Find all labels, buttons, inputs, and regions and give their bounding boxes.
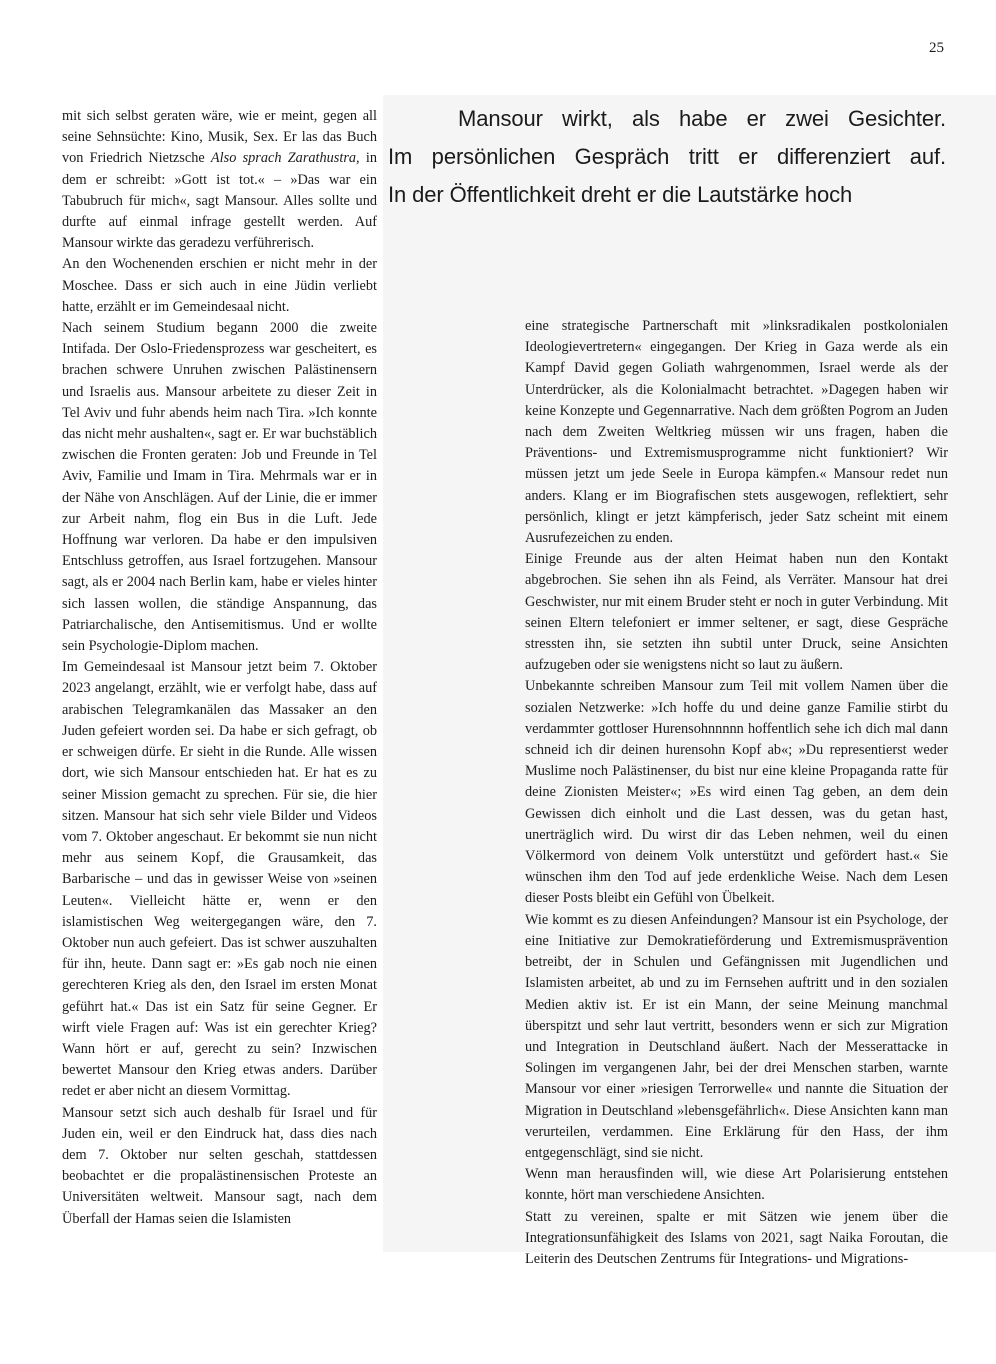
body-paragraph — [62, 106, 377, 254]
pull-quote-line-3: In der Öffentlichkeit dreht er die Lautstärke hoch — [388, 182, 853, 207]
body-paragraph: eine strategische Partnerschaft mit »linksradikalen postkolonialen Ideologievertretern« eingegangen. Der Krieg in Gaza werde als ein Kampf David gegen Goliath wahrgenommen, Israel werde als der Unterdrücker, als die Kolonialmacht betrachtet. »Dagegen haben wir keine Konzepte und Gegennarrative. Nach dem größten Pogrom an Juden nach dem Zweiten Weltkrieg müssen wir uns fragen, haben die Präventions- und Extremismusprogramme nicht funktioniert? Wir müssen jetzt um jede Seele in Europa kämpfen.« Mansour redet nun anders. Klang er im Biografischen stets ausgewogen, reflektiert, sehr persönlich, klingt er jetzt kämpferisch, jeder Satz scheint mit einem Ausrufezeichen zu enden. — [525, 318, 948, 547]
pull-quote-line-1: Mansour wirkt, als habe er zwei Gesichter. — [458, 106, 946, 131]
left-text-column — [62, 106, 377, 1230]
body-paragraph: Statt zu vereinen, spalte er mit Sätzen wie jenem über die Integrationsunfähigkeit des Islams von 2021, sagt Naika Foroutan, die Leiterin des Deutschen Zentrums für Integrations- und Migrations- — [525, 1208, 948, 1267]
paragraph-text: in dem er schreibt: »Gott ist tot.« – »Das war ein Tabubruch für mich«, sagt Mansour. Alles sollte und durfte auf einmal infrage gestellt werden. Auf Mansour wirkte das geradezu verführerisch. — [62, 150, 377, 252]
book-title-italic: Also sprach Zarathustra, — [210, 150, 360, 167]
body-paragraph: Mansour setzt sich auch deshalb für Israel und für Juden ein, weil er den Eindruck hat, dass dies nach dem 7. Oktober nur selten geschah, stattdessen beobachtet er die propalästinensischen Proteste an Universitäten weltweit. Mansour sagt, nach dem Überfall der Hamas seien die Islamisten — [62, 1104, 377, 1227]
body-paragraph: Unbekannte schreiben Mansour zum Teil mit vollem Namen über die sozialen Netzwerke: »Ich hoffe du und deine ganze Familie stirbt du verdammter gottloser Hurensohnnnnn hoffentlich sehe ich dich mal dann schneid ich dir deinen hurensohn Kopf ab«; »Du representierst weder Muslime noch Palästinenser, du bist nur eine kleine Propaganda ratte für deine Zionisten Meister«; »Es wird einen Tag geben, an dem dein Gewissen dich einholt und die Last dessen, was du getan hast, unerträglich wird. Du wirst dir das Leben nehmen, weil du einen Völkermord von deinem Volk unterstützt und gefördert hast.« Sie wünschen ihm den Tod auf jede erdenkliche Weise. Nach dem Lesen dieser Posts bleibt ein Gefühl von Übelkeit. — [525, 678, 948, 907]
body-paragraph: An den Wochenenden erschien er nicht mehr in der Moschee. Dass er sich auch in eine Jüdin verliebt hatte, erzählt er im Gemeindesaal nicht. — [62, 256, 377, 315]
right-text-column — [525, 316, 948, 1270]
body-paragraph: Einige Freunde aus der alten Heimat haben nun den Kontakt abgebrochen. Sie sehen ihn als Feind, als Verräter. Mansour hat drei Geschwister, nur mit einem Bruder steht er noch in guter Verbindung. Mit seinen Eltern telefoniert er immer seltener, er sagt, diese Gespräche stressten ihn, sie setzten ihn subtil unter Druck, seine Ansichten aufzugeben oder sie wenigstens nicht so laut zu äußern. — [525, 551, 948, 674]
body-paragraph: Nach seinem Studium begann 2000 die zweite Intifada. Der Oslo-Friedensprozess war gescheitert, es brachen schwere Unruhen zwischen Palästinensern und Israelis aus. Mansour arbeitete zu dieser Zeit in Tel Aviv und fuhr abends heim nach Tira. »Ich konnte das nicht mehr aushalten«, sagt er. Er war buchstäblich zwischen die Fronten geraten: Job und Freunde in Tel Aviv, Familie und Imam in Tira. Mehrmals war er in der Nähe von Anschlägen. Auf der Linie, die er immer zur Arbeit nahm, flog ein Bus in die Luft. Jede Hoffnung war verloren. Da habe er den impulsiven Entschluss getroffen, aus Israel fortzugehen. Mansour sagt, als er 2004 nach Berlin kam, habe er vieles hinter sich lassen wollen, die ständige Anspannung, das Patriarchalische, den Antisemitismus. Und er wollte sein Psychologie-Diplom machen. — [62, 320, 377, 655]
body-paragraph: Wie kommt es zu diesen Anfeindungen? Mansour ist ein Psychologe, der eine Initiative zur Demokratieförderung und Extremismusprävention betreibt, der in Schulen und Gefängnissen mit Jugendlichen und Islamisten arbeitet, ab und zu im Fernsehen auftritt und in den sozialen Medien aktiv ist. Er ist ein Mann, der seine Meinung manchmal überspitzt und sehr laut vertritt, besonders wenn er sich zur Migration und Integration in Deutschland äußert. Nach der Messerattacke in Solingen im vergangenen Jahr, bei der drei Menschen starben, warnte Mansour vor einer »riesigen Terrorwelle« und nannte die Situation der Migration in Deutschland »lebensgefährlich«. Diese Ansichten kann man verurteilen, verdammen. Eine Erklärung für den Hass, der ihm entgegenschlägt, sind sie nicht. — [525, 911, 948, 1161]
body-paragraph: Wenn man herausfinden will, wie diese Art Polarisierung entstehen konnte, hört man verschiedene Ansichten. — [525, 1166, 948, 1204]
page-number: 25 — [929, 40, 944, 56]
pull-quote-line-2: Im persönlichen Gespräch tritt er differenziert auf. — [388, 144, 946, 169]
body-paragraph: Im Gemeindesaal ist Mansour jetzt beim 7. Oktober 2023 angelangt, erzählt, wie er verfolgt habe, dass auf arabischen Telegramkanälen das Massaker an den Juden gefeiert worden sei. Da habe er sich gefragt, ob er schweigen dürfe. Er sieht in die Runde. Alle wissen dort, wie sich Mansour entschieden hat. Er hat es zu seiner Mission gemacht zu sprechen. Für sie, die hier sitzen. Mansour hat sich sehr viele Bilder und Videos vom 7. Oktober angeschaut. Er bekommt sie nun nicht mehr aus seinem Kopf, die Grausamkeit, das Barbarische – und das in gewisser Weise von »seinen Leuten«. Vielleicht hätte er, wenn er den islamistischen Weg weitergegangen wäre, den 7. Oktober nun auch gefeiert. Das ist schwer auszuhalten für ihn, heute. Dann sagt er: »Es gab noch nie einen gerechteren Krieg als den, den Israel im ersten Monat geführt hat.« Das ist ein Satz für seine Gegner. Er wirft viele Fragen auf: Was ist ein gerechter Krieg? Wann hört er auf, gerecht zu sein? Inzwischen bewertet Mansour den Krieg etwas anders. Darüber redet er aber nicht an diesem Vormittag. — [62, 659, 377, 1100]
paragraph-text: mit sich selbst geraten wäre, wie er meint, gegen all seine Sehnsüchte: Kino, Musik, Sex. Er las das Buch von Friedrich Nietzsche — [62, 108, 377, 167]
pull-quote — [388, 100, 946, 214]
